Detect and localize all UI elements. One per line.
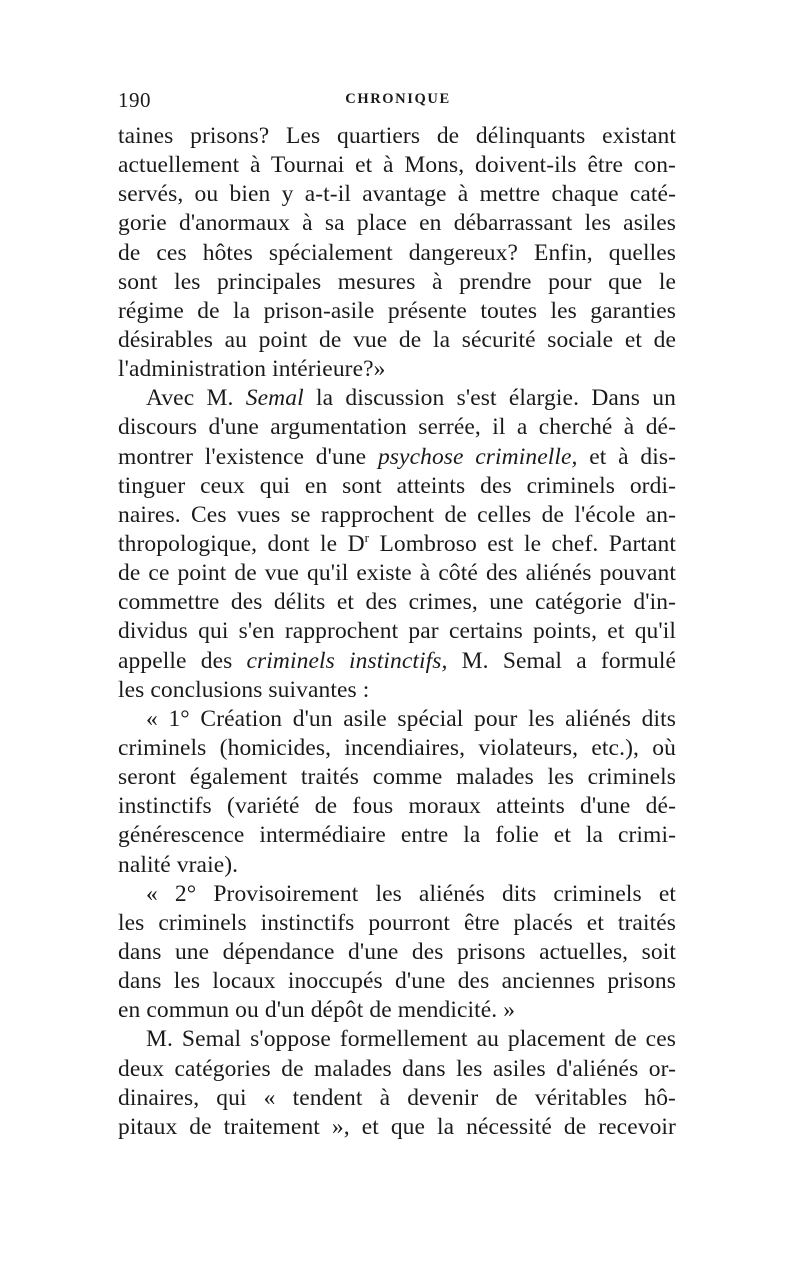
text-line: de ces hôtes spécialement dangereux? Enfin, quelles (118, 239, 676, 266)
text-line: régime de la prison-asile présente toutes les garanties (118, 297, 676, 324)
text-line: « 1° Création d'un asile spécial pour les aliénés dits (146, 705, 676, 732)
text-segment: M. Semal a formulé (447, 647, 677, 674)
text-segment: montrer l'existence d'une (118, 443, 378, 470)
paragraph-line (118, 443, 676, 472)
text-segment: la discussion s'est élargie. Dans un (303, 385, 676, 412)
text-line: tinguer ceux qui en sont atteints des criminels ordi- (118, 472, 676, 499)
text-line: les criminels instinctifs pourront être placés et traités (118, 909, 676, 936)
text-line: instinctifs (variété de fous moraux atteints d'une dé- (118, 793, 676, 820)
text-line: pitaux de traitement », et que la nécessité de recevoir (118, 1113, 676, 1140)
text-line: seront également traités comme malades les criminels (118, 764, 676, 791)
text-line: sont les principales mesures à prendre pour que le (118, 268, 676, 295)
text-segment: Lombroso est le chef. Partant (369, 530, 677, 557)
text-line: dinaires, qui « tendent à devenir de véritables hô- (118, 1084, 676, 1111)
paragraph-line (118, 384, 676, 413)
text-line: désirables au point de vue de la sécurité sociale et de (118, 326, 676, 353)
text-line: dividus qui s'en rapprochent par certains points, et qu'il (118, 618, 676, 645)
text-line: M. Semal s'oppose formellement au placement de ces (146, 1026, 676, 1053)
text-line: deux catégories de malades dans les asiles d'aliénés or- (118, 1055, 676, 1082)
text-line: criminels (homicides, incendiaires, violateurs, etc.), où (118, 734, 676, 761)
running-head: CHRONIQUE (345, 91, 451, 107)
text-line: de ce point de vue qu'il existe à côté des aliénés pouvant (118, 560, 676, 587)
body-text (118, 122, 676, 1142)
text-line: taines prisons? Les quartiers de délinquants existant (118, 123, 676, 149)
text-line: actuellement à Tournai et à Mons, doivent-ils être con- (118, 152, 676, 179)
text-segment: thropologique, dont le D (118, 530, 365, 557)
text-segment: appelle des (118, 647, 247, 674)
italic-name: Semal (245, 385, 304, 412)
text-line: dans une dépendance d'une des prisons actuelles, soit (118, 938, 676, 965)
text-line: les conclusions suivantes : (118, 676, 370, 703)
paragraph-line (118, 647, 676, 676)
italic-term: criminels instinctifs, (246, 647, 448, 674)
text-line: servés, ou bien y a-t-il avantage à mettre chaque caté- (118, 181, 676, 208)
text-line: « 2° Provisoirement les aliénés dits criminels et (146, 880, 676, 907)
page-number: 190 (118, 88, 151, 112)
paragraph-line (118, 530, 676, 559)
text-line: l'administration intérieure?» (118, 356, 386, 383)
text-line: commettre des délits et des crimes, une catégorie d'in- (118, 589, 676, 616)
text-line: naires. Ces vues se rapprochent de celles de l'école an- (118, 501, 676, 528)
text-line: en commun ou d'un dépôt de mendicité. » (118, 997, 516, 1024)
superscript: r (364, 530, 370, 546)
text-line: dans les locaux inoccupés d'une des anciennes prisons (118, 968, 676, 995)
text-segment: Avec M. (146, 385, 246, 412)
text-segment: et à dis- (577, 443, 677, 470)
text-line: nalité vraie). (118, 851, 239, 878)
text-line: discours d'une argumentation serrée, il a cherché à dé- (118, 414, 676, 441)
text-line: générescence intermédiaire entre la folie et la crimi- (118, 822, 676, 849)
page-header (118, 88, 678, 116)
italic-term: psychose criminelle, (377, 443, 578, 470)
text-line: gorie d'anormaux à sa place en débarrassant les asiles (118, 210, 676, 237)
